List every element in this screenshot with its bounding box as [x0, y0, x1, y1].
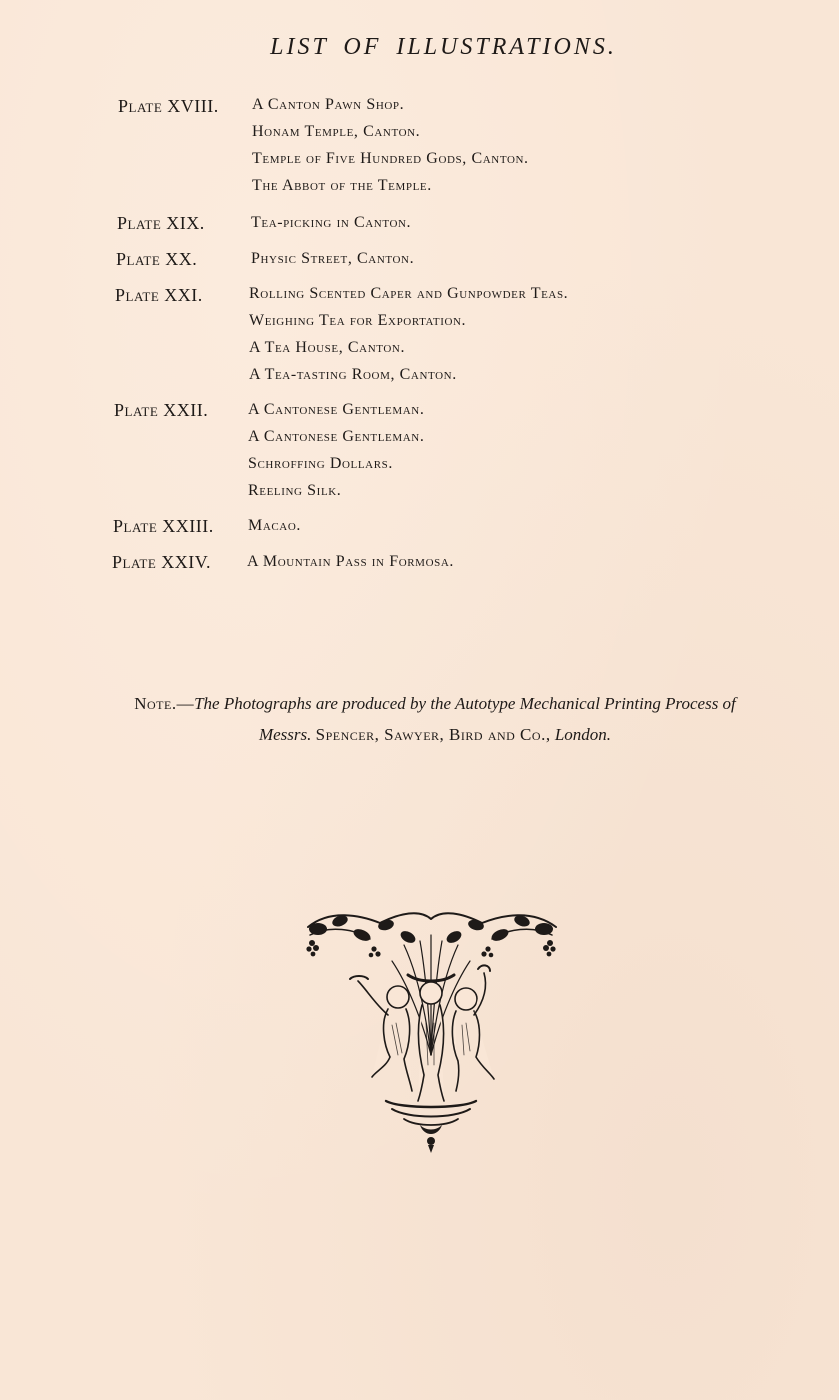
plate-label-prefix: Plate — [116, 249, 161, 269]
plate-item: A Mountain Pass in Formosa. — [247, 553, 454, 570]
plate-label — [118, 96, 219, 117]
plate-label — [112, 552, 211, 573]
note-city: London. — [554, 725, 612, 744]
plate-item: Honam Temple, Canton. — [252, 123, 421, 140]
plate-label-prefix: Plate — [117, 213, 162, 233]
note-prefix: Note.— — [134, 694, 195, 713]
note-messrs: Messrs. — [258, 725, 312, 744]
plate-label-number: XX. — [165, 249, 198, 269]
plate-label-number: XXI. — [164, 285, 203, 305]
plate-item: Reeling Silk. — [248, 482, 342, 499]
plate-label — [113, 516, 214, 537]
plate-label-number: XXIV. — [161, 552, 211, 572]
plate-label-number: XVIII. — [167, 96, 219, 116]
plate-label — [115, 285, 203, 306]
plate-item: A Tea-tasting Room, Canton. — [249, 366, 457, 383]
plate-item: Weighing Tea for Exportation. — [249, 312, 467, 329]
plate-item: Tea-picking in Canton. — [251, 214, 412, 231]
plate-label-prefix: Plate — [114, 400, 159, 420]
plate-item: A Cantonese Gentleman. — [248, 401, 425, 418]
plate-label-prefix: Plate — [115, 285, 160, 305]
cherubs-vine-tailpiece-icon — [300, 905, 562, 1155]
plate-label-prefix: Plate — [113, 516, 158, 536]
plate-item: Schroffing Dollars. — [248, 455, 393, 472]
plate-label-prefix: Plate — [112, 552, 157, 572]
plate-item: A Cantonese Gentleman. — [248, 428, 425, 445]
note-firm-name: Spencer, Sawyer, Bird and Co., — [315, 725, 551, 744]
plate-label-number: XIX. — [166, 213, 205, 233]
illustrations-list — [0, 0, 839, 600]
plate-label — [116, 249, 197, 270]
plate-item: Macao. — [248, 517, 301, 534]
printing-note — [60, 688, 810, 750]
plate-label — [117, 213, 205, 234]
plate-item: The Abbot of the Temple. — [252, 177, 432, 194]
plate-label-number: XXII. — [163, 400, 209, 420]
plate-item: Rolling Scented Caper and Gunpowder Teas. — [249, 285, 569, 302]
plate-label — [114, 400, 208, 421]
plate-item: A Tea House, Canton. — [249, 339, 406, 356]
plate-label-prefix: Plate — [118, 96, 163, 116]
page-title: LIST OF ILLUSTRATIONS. — [270, 34, 617, 60]
plate-item: Temple of Five Hundred Gods, Canton. — [252, 150, 529, 167]
note-italic-text: The Photographs are produced by the Autotype Mechanical Printing Process of — [194, 694, 736, 713]
plate-label-number: XXIII. — [162, 516, 214, 536]
plate-item: Physic Street, Canton. — [251, 250, 415, 267]
plate-item: A Canton Pawn Shop. — [252, 96, 405, 113]
